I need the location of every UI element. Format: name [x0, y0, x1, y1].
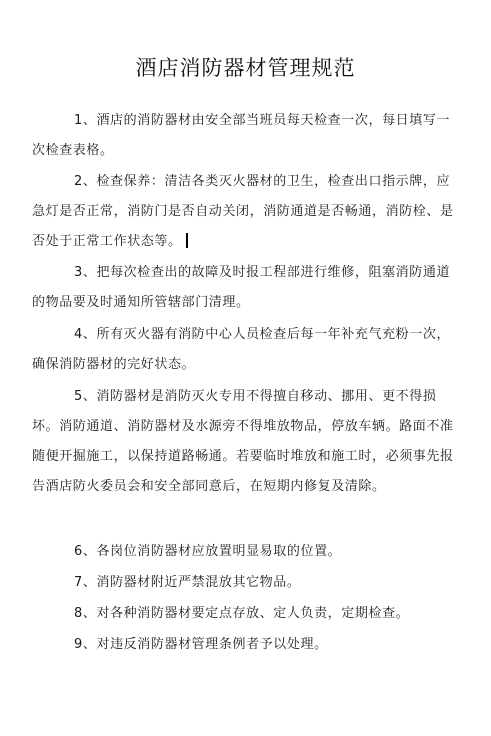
paragraph-9: 9、对违反消防器材管理条例者予以处理。 — [74, 637, 328, 652]
text-cursor — [186, 233, 188, 248]
paragraph-2 — [32, 167, 462, 257]
paragraph-1: 1、酒店的消防器材由安全部当班员每天检查一次，每日填写一次检查表格。 — [32, 113, 451, 158]
paragraph-3: 3、把每次检查出的故障及时报工程部进行维修，阻塞消防通道的物品要及时通知所管辖部门清理。 — [32, 265, 451, 310]
paragraph-6: 6、各岗位消防器材应放置明显易取的位置。 — [74, 544, 342, 559]
paragraph-4: 4、所有灭火器有消防中心人员检查后每一年补充气充粉一次，确保消防器材的完好状态。 — [32, 327, 451, 372]
paragraph-7: 7、消防器材附近严禁混放其它物品。 — [74, 575, 301, 590]
paragraph-2-text: 2、检查保养：清洁各类灭火器材的卫生，检查出口指示牌，应急灯是否正常，消防门是否自动关闭，消防通道是否畅通，消防栓、是否处于正常工作状态等。 — [32, 174, 454, 249]
paragraph-8: 8、对各种消防器材要定点存放、定人负责，定期检查。 — [74, 606, 410, 621]
paragraph-5: 5、消防器材是消防灭火专用不得擅自移动、挪用、更不得损坏。消防通道、消防器材及水源旁不得堆放物品，停放车辆。路面不准随便开掘施工，以保持道路畅通。若要临时堆放和施工时，必须事先报告酒店防火委员会和安全部同意后，在短期内修复及清除。 — [32, 389, 454, 494]
document-title: 酒店消防器材管理规范 — [135, 56, 356, 80]
